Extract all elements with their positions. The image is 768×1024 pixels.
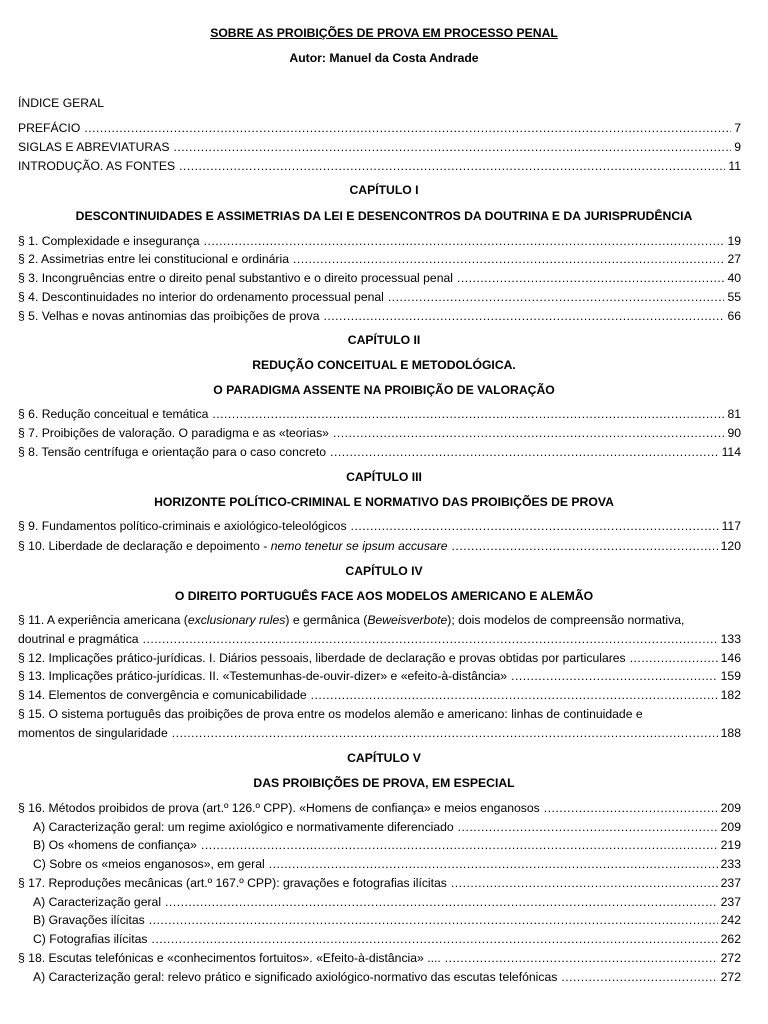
toc-entry-label: § 3. Incongruências entre o direito penal substantivo e o direito processual penal <box>18 271 453 285</box>
toc-page-number: 237 <box>720 876 741 890</box>
toc-entry-label: § 2. Assimetrias entre lei constitucional e ordinária <box>18 252 289 266</box>
chapter-heading: CAPÍTULO V <box>347 751 421 765</box>
chapter-heading: CAPÍTULO IV <box>345 564 423 578</box>
toc-entry[interactable] <box>18 650 741 666</box>
toc-leader <box>172 725 718 741</box>
toc-entry-italic: Beweisverbote <box>367 613 448 627</box>
toc-page-number: 120 <box>720 539 741 553</box>
toc-entry[interactable] <box>18 950 741 966</box>
toc-leader <box>451 875 718 891</box>
toc-entry-label: B) Os «homens de confiança» <box>33 838 197 852</box>
toc-leader <box>151 931 717 947</box>
toc-subentry[interactable] <box>33 931 741 947</box>
toc-page-number: 182 <box>720 688 741 702</box>
toc-entry-label: C) Sobre os «meios enganosos», em geral <box>33 857 265 871</box>
toc-page-number: 133 <box>720 632 741 646</box>
toc-entry-label <box>18 538 448 554</box>
toc-leader <box>204 233 725 249</box>
toc-entry-line[interactable]: § 15. O sistema português das proibições de prova entre os modelos alemão e americano: linhas de continuidade e <box>18 707 643 721</box>
toc-entry[interactable] <box>18 800 741 816</box>
toc-entry-label: momentos de singularidade <box>18 726 168 740</box>
toc-leader <box>544 800 718 816</box>
toc-page-number: 242 <box>720 913 741 927</box>
toc-page-number: 11 <box>728 159 741 173</box>
toc-leader <box>388 289 725 305</box>
toc-entry-label: § 8. Tensão centrífuga e orientação para o caso concreto <box>18 445 327 459</box>
chapter-heading: CAPÍTULO III <box>346 470 422 484</box>
toc-leader <box>311 687 718 703</box>
toc-entry-label: § 6. Redução conceitual e temática <box>18 407 209 421</box>
toc-entry-label: § 18. Escutas telefónicas e «conhecimentos fortuitos». «Efeito-à-distância» .... <box>18 951 441 965</box>
chapter-title: REDUÇÃO CONCEITUAL E METODOLÓGICA. <box>252 358 516 372</box>
toc-leader <box>293 251 724 267</box>
toc-page-number: 219 <box>720 838 741 852</box>
toc-subentry[interactable] <box>33 819 741 835</box>
toc-entry-line[interactable] <box>18 612 684 628</box>
toc-leader <box>165 894 718 910</box>
toc-entry[interactable] <box>18 308 741 324</box>
toc-leader <box>457 270 724 286</box>
toc-page-number: 7 <box>734 121 741 135</box>
toc-page-number: 27 <box>727 252 741 266</box>
chapter-heading: CAPÍTULO II <box>347 333 421 347</box>
toc-leader <box>143 631 718 647</box>
toc-page-number: 272 <box>720 951 741 965</box>
toc-entry[interactable] <box>18 668 741 684</box>
toc-subentry[interactable] <box>33 894 741 910</box>
toc-leader <box>452 538 718 554</box>
toc-entry[interactable] <box>18 270 741 286</box>
toc-leader <box>179 158 725 174</box>
toc-entry[interactable] <box>18 289 741 305</box>
toc-page-number: 90 <box>727 426 741 440</box>
toc-page-number: 117 <box>721 519 741 533</box>
toc-subentry[interactable] <box>33 837 741 853</box>
toc-entry-label: § 12. Implicações prático-jurídicas. I. Diários pessoais, liberdade de declaração e provas obtidas por particulares <box>18 651 626 665</box>
toc-leader <box>84 120 731 136</box>
toc-entry-italic: exclusionary rules <box>187 613 286 627</box>
toc-subentry[interactable] <box>33 912 741 928</box>
toc-page-number: 66 <box>727 309 741 323</box>
toc-entry-label: A) Caracterização geral: relevo prático e significado axiológico-normativo das escutas telefónicas <box>33 970 558 984</box>
chapter-title: DAS PROIBIÇÕES DE PROVA, EM ESPECIAL <box>253 776 515 790</box>
toc-page-number: 114 <box>721 445 741 459</box>
toc-entry[interactable] <box>18 139 741 155</box>
toc-leader <box>201 837 718 853</box>
toc-subentry[interactable] <box>33 856 741 872</box>
toc-entry-label-italic: nemo tenetur se ipsum accusare <box>270 539 448 553</box>
toc-leader <box>212 406 724 422</box>
toc-leader <box>149 912 718 928</box>
toc-page-number: 40 <box>727 271 741 285</box>
toc-entry[interactable] <box>18 725 741 741</box>
toc-leader <box>351 518 719 534</box>
toc-entry-label: A) Caracterização geral: um regime axiológico e normativamente diferenciado <box>33 820 454 834</box>
toc-entry-label: doutrinal e pragmática <box>18 632 139 646</box>
toc-entry[interactable] <box>18 425 741 441</box>
toc-page-number: 146 <box>720 651 741 665</box>
toc-entry[interactable] <box>18 406 741 422</box>
toc-entry-label-text: § 10. Liberdade de declaração e depoimento - <box>18 539 271 553</box>
toc-leader <box>324 308 725 324</box>
toc-entry[interactable] <box>18 158 741 174</box>
toc-entry-label: INTRODUÇÃO. AS FONTES <box>18 159 176 173</box>
toc-leader <box>269 856 718 872</box>
chapter-title: DESCONTINUIDADES E ASSIMETRIAS DA LEI E DESENCONTROS DA DOUTRINA E DA JURISPRUDÊNCIA <box>75 209 693 223</box>
toc-page-number: 272 <box>720 970 741 984</box>
toc-entry[interactable] <box>18 631 741 647</box>
toc-entry-label: PREFÁCIO <box>18 121 81 135</box>
toc-entry-label: § 16. Métodos proibidos de prova (art.º 126.º CPP). «Homens de confiança» e meios enganosos <box>18 801 540 815</box>
toc-entry-label: § 7. Proibições de valoração. O paradigma e as «teorias» <box>18 426 329 440</box>
chapter-title: HORIZONTE POLÍTICO-CRIMINAL E NORMATIVO DAS PROIBIÇÕES DE PROVA <box>154 495 614 509</box>
toc-entry-label: C) Fotografias ilícitas <box>33 932 148 946</box>
toc-page-number: 188 <box>720 726 741 740</box>
document-title: SOBRE AS PROIBIÇÕES DE PROVA EM PROCESSO PENAL <box>210 26 558 40</box>
toc-page-number: 209 <box>720 820 741 834</box>
toc-page-number: 19 <box>727 234 741 248</box>
toc-subentry[interactable] <box>33 969 741 985</box>
toc-entry-label: B) Gravações ilícitas <box>33 913 145 927</box>
toc-leader <box>445 950 718 966</box>
toc-page-number: 233 <box>720 857 741 871</box>
toc-page-number: 159 <box>720 669 741 683</box>
toc-entry-label: § 1. Complexidade e insegurança <box>18 234 200 248</box>
toc-entry-label: SIGLAS E ABREVIATURAS <box>18 140 170 154</box>
toc-entry[interactable] <box>18 518 741 534</box>
toc-entry[interactable] <box>18 444 741 460</box>
toc-entry-label: § 5. Velhas e novas antinomias das proibições de prova <box>18 309 320 323</box>
toc-entry-label: § 17. Reproduções mecânicas (art.º 167.º CPP): gravações e fotografias ilícitas <box>18 876 447 890</box>
toc-leader <box>511 668 718 684</box>
toc-entry-label: § 4. Descontinuidades no interior do ordenamento processual penal <box>18 290 384 304</box>
toc-entry[interactable] <box>18 875 741 891</box>
toc-entry-text: ) e germânica ( <box>285 613 368 627</box>
toc-entry-label: A) Caracterização geral <box>33 895 162 909</box>
chapter-title: O DIREITO PORTUGUÊS FACE AOS MODELOS AMERICANO E ALEMÃO <box>174 589 594 603</box>
toc-page-number: 81 <box>727 407 741 421</box>
toc-leader <box>333 425 724 441</box>
toc-page-number: 9 <box>734 140 741 154</box>
toc-entry-label: § 9. Fundamentos político-criminais e axiológico-teleológicos <box>18 519 347 533</box>
toc-entry-label: § 14. Elementos de convergência e comunicabilidade <box>18 688 307 702</box>
toc-entry[interactable] <box>18 687 741 703</box>
toc-entry[interactable] <box>18 538 741 554</box>
toc-entry[interactable] <box>18 233 741 249</box>
toc-entry-text: ); dois modelos de compreensão normativa, <box>447 613 685 627</box>
toc-page-number: 55 <box>727 290 741 304</box>
toc-leader <box>630 650 718 666</box>
toc-entry-text: § 11. A experiência americana ( <box>18 613 188 627</box>
index-heading: ÍNDICE GERAL <box>18 96 105 110</box>
toc-leader <box>330 444 719 460</box>
toc-leader <box>458 819 718 835</box>
chapter-subtitle: O PARADIGMA ASSENTE NA PROIBIÇÃO DE VALORAÇÃO <box>213 383 555 397</box>
chapter-heading: CAPÍTULO I <box>349 183 419 197</box>
toc-page-number: 237 <box>720 895 741 909</box>
toc-page-number: 209 <box>720 801 741 815</box>
toc-entry[interactable] <box>18 120 741 136</box>
toc-page-number: 262 <box>720 932 741 946</box>
toc-entry-label: § 13. Implicações prático-jurídicas. II. «Testemunhas-de-ouvir-dizer» e «efeito-à-distância» <box>18 669 508 683</box>
toc-leader <box>561 969 717 985</box>
toc-leader <box>174 139 732 155</box>
toc-entry[interactable] <box>18 251 741 267</box>
document-author: Autor: Manuel da Costa Andrade <box>289 51 479 65</box>
